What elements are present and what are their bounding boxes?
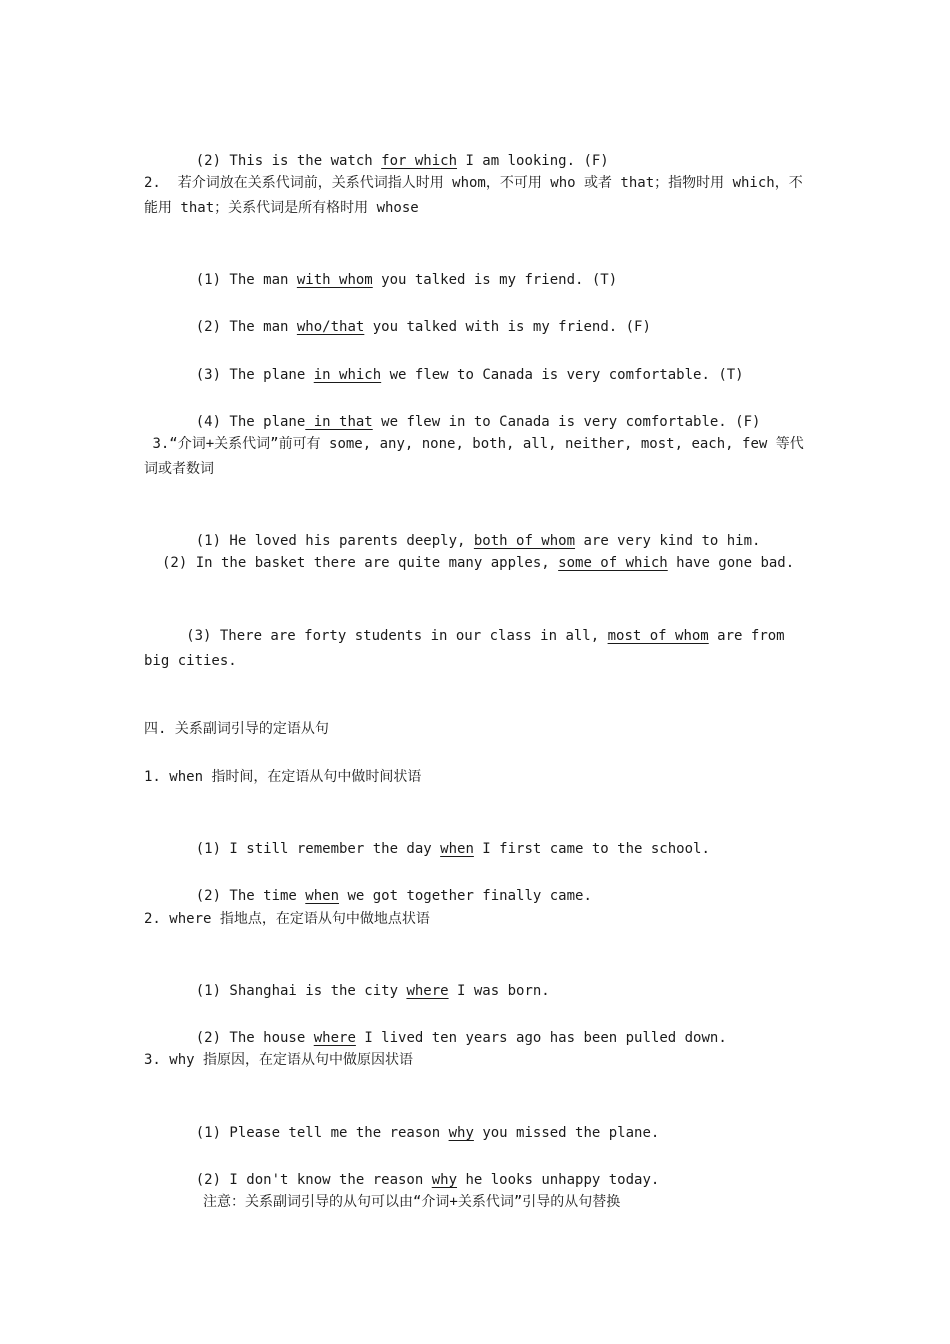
underlined-phrase: most of whom [607, 628, 709, 644]
section-heading: 四. 关系副词引导的定语从句 [144, 721, 329, 737]
underlined-phrase: why [431, 1172, 458, 1188]
example-text: I was born. [448, 983, 550, 999]
rule-paragraph: 2. where 指地点，在定语从句中做地点状语 [144, 911, 430, 927]
rule-paragraph: 2. 若介词放在关系代词前，关系代词指人时用 whom，不可用 who 或者 that；指物时用 which，不能用 that；关系代词是所有格时用 whose [144, 175, 803, 216]
underlined-phrase: who/that [296, 319, 365, 335]
example-text: are from big cities. [144, 628, 794, 669]
example-text: you talked with is my friend. (F) [364, 319, 651, 335]
example-text: (4) The plane [195, 414, 306, 430]
example-text: he looks unhappy today. [457, 1172, 660, 1188]
example-text: you missed the plane. [473, 1125, 660, 1141]
underlined-phrase: in which [313, 367, 382, 383]
underlined-phrase: where [313, 1030, 356, 1046]
rule-paragraph: 3.“介词+关系代词”前可有 some, any, none, both, all, neither, most, each, few 等代词或者数词 [144, 436, 804, 477]
example-line [144, 599, 804, 699]
underlined-phrase: with whom [296, 272, 373, 288]
example-text: (2) The house [195, 1030, 314, 1046]
example-text: have gone bad. [667, 555, 795, 571]
example-text: I am looking. (F) [457, 153, 609, 169]
example-text: (1) Please tell me the reason [195, 1125, 449, 1141]
underlined-phrase: some of which [558, 555, 668, 571]
example-text: you talked is my friend. (T) [372, 272, 618, 288]
example-line [162, 551, 822, 576]
example-text: (3) There are forty students in our class in all, [177, 628, 608, 644]
example-text: I first came to the school. [473, 841, 710, 857]
example-text: (1) He loved his parents deeply, [195, 533, 474, 549]
example-text: (1) Shanghai is the city [195, 983, 407, 999]
rule-paragraph: 1. when 指时间，在定语从句中做时间状语 [144, 769, 422, 785]
rule-paragraph: 3. why 指原因，在定语从句中做原因状语 [144, 1052, 414, 1068]
example-text: (2) The man [195, 319, 297, 335]
underlined-phrase: why [448, 1125, 474, 1141]
example-text: (1) The man [195, 272, 297, 288]
underlined-phrase: in that [305, 414, 373, 430]
underlined-phrase: when [440, 841, 474, 857]
underlined-phrase: where [406, 983, 449, 999]
example-text: (2) I don't know the reason [195, 1172, 432, 1188]
underlined-phrase: both of whom [473, 533, 576, 549]
example-text: (2) This is the watch [195, 153, 382, 169]
underlined-phrase: when [305, 888, 340, 904]
example-text: (2) The time [195, 888, 306, 904]
example-text: (2) In the basket there are quite many apples, [162, 555, 559, 571]
example-text: I lived ten years ago has been pulled down. [355, 1030, 727, 1046]
example-text: are very kind to him. [575, 533, 761, 549]
example-text: we got together finally came. [339, 888, 592, 904]
example-text: we flew to Canada is very comfortable. (T) [381, 367, 744, 383]
example-text: (3) The plane [195, 367, 314, 383]
underlined-phrase: for which [381, 153, 458, 169]
example-text: we flew in to Canada is very comfortable. (F) [372, 414, 761, 430]
note-line: 注意：关系副词引导的从句可以由“介词+关系代词”引导的从句替换 [203, 1194, 621, 1210]
example-text: (1) I still remember the day [195, 841, 441, 857]
